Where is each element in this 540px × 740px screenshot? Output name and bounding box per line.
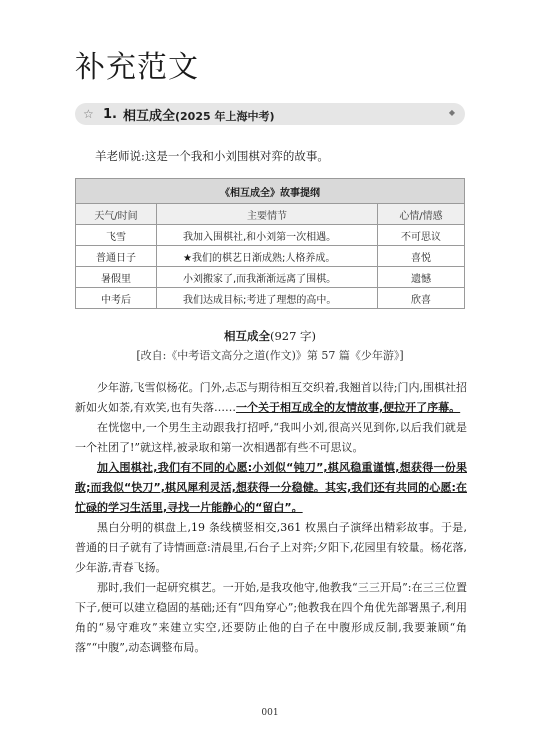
- essay-source: [改自:《中考语文高分之道(作文)》第 57 篇《少年游》]: [136, 349, 404, 362]
- section-number: 1.: [103, 106, 117, 122]
- essay-body: [75, 378, 467, 658]
- essay-title-text: 相互成全: [223, 329, 270, 343]
- table-row: [76, 225, 465, 246]
- cell-time: 中考后: [76, 288, 157, 309]
- star-icon: ☆: [83, 107, 94, 121]
- section-header: [75, 103, 465, 125]
- intro-text: 羊老师说:这是一个我和小刘围棋对弈的故事。: [95, 149, 329, 163]
- essay-word-count: (927 字): [269, 329, 317, 343]
- essay-paragraph: 在恍惚中,一个男生主动跟我打招呼,“我叫小刘,很高兴见到你,以后我们就是一个社团了!”就这样,被录取和第一次相遇都有些不可思议。: [75, 421, 467, 454]
- header-mood: 心情/情感: [378, 204, 465, 225]
- cell-mood: 欣喜: [378, 288, 465, 309]
- essay-paragraph: [75, 458, 467, 518]
- essay-paragraph: 黑白分明的棋盘上,19 条线横竖相交,361 枚黑白子演绎出精彩故事。于是,普通的日子就有了诗情画意:清晨里,石台子上对弈;夕阳下,花园里有较量。杨花落,少年游,青春飞扬。: [75, 521, 467, 574]
- cell-time: 飞雪: [76, 225, 157, 246]
- cell-plot: ★我们的棋艺日渐成熟;人格养成。: [157, 246, 378, 267]
- table-row: [76, 246, 465, 267]
- page-number: 001: [261, 708, 279, 718]
- table-caption: 《相互成全》故事提纲: [76, 179, 465, 204]
- section-title: 相互成全(2025 年上海中考): [122, 108, 275, 124]
- essay-paragraph: [75, 378, 467, 418]
- diamond-icon: ◆: [448, 108, 455, 117]
- essay-paragraph: 那时,我们一起研究棋艺。一开始,是我攻他守,他教我“三三开局”:在三三位置下子,便可以建立稳固的基础;还有“四角穿心”;他教我在四个角优先部署黑子,利用角的“易守难攻”来建立实空,还要防止他的白子在中腹形成反制,我要兼顾“角落”“中腹”,动态调整布局。: [75, 581, 467, 654]
- cell-plot: 我们达成目标;考进了理想的高中。: [157, 288, 378, 309]
- table-row: [76, 267, 465, 288]
- page-title: 补充范文: [75, 50, 199, 85]
- cell-mood: 不可思议: [378, 225, 465, 246]
- table-header-row: [76, 204, 465, 225]
- story-outline-table: [75, 178, 465, 309]
- cell-time: 暑假里: [76, 267, 157, 288]
- cell-mood: 遗憾: [378, 267, 465, 288]
- cell-mood: 喜悦: [378, 246, 465, 267]
- cell-plot: 我加入围棋社,和小刘第一次相遇。: [157, 225, 378, 246]
- header-plot: 主要情节: [157, 204, 378, 225]
- essay-title: [0, 328, 540, 344]
- cell-plot: 小刘搬家了,而我渐渐远离了围棋。: [157, 267, 378, 288]
- paragraph-text: 少年游,飞雪似杨花。门外,忐忑与期待相互交织着,我翘首以待;门内,围棋社招新如火如荼,有欢笑,也有失落……: [75, 381, 467, 414]
- section-source: (2025 年上海中考): [175, 109, 275, 123]
- header-time: 天气/时间: [76, 204, 157, 225]
- underlined-text: 一个关于相互成全的友情故事,便拉开了序幕。: [236, 401, 461, 414]
- cell-time: 普通日子: [76, 246, 157, 267]
- underlined-text: 加入围棋社,我们有不同的心愿:小刘似“钝刀”,棋风稳重谨慎,想获得一份果敢;而我似“快刀”,棋风犀利灵活,想获得一分稳健。其实,我们还有共同的心愿:在忙碌的学习生活里,寻找一片能静心的“留白”。: [75, 461, 467, 514]
- table-row: [76, 288, 465, 309]
